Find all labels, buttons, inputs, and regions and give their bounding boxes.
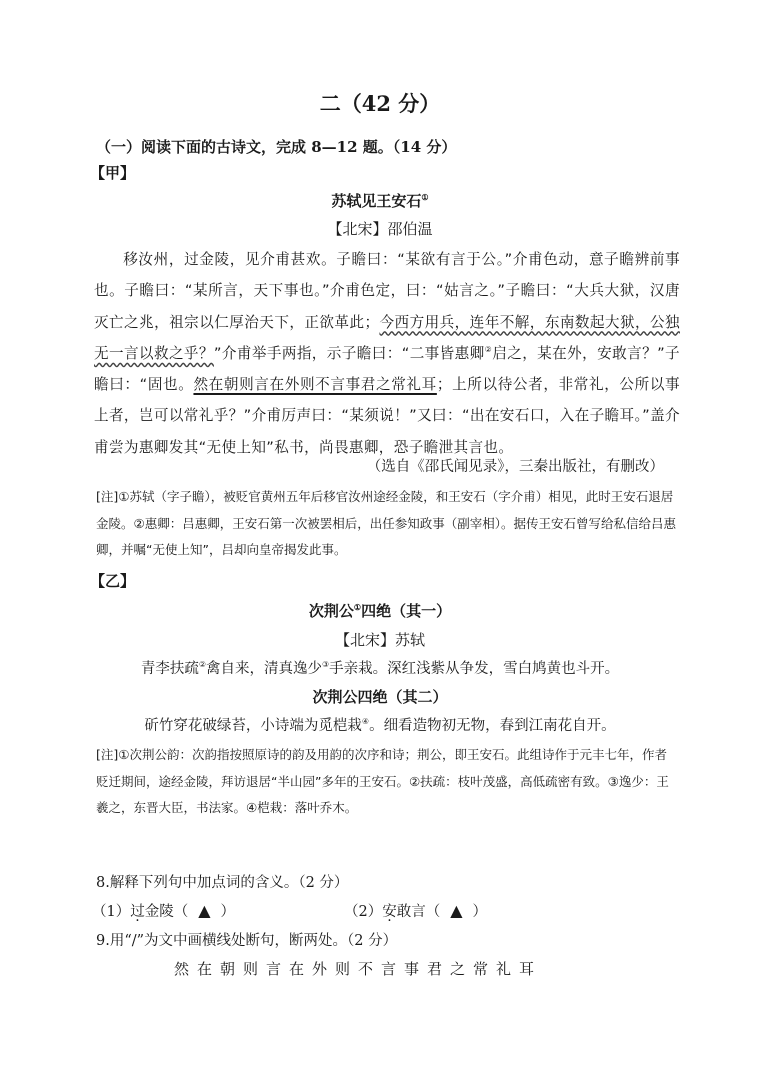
question-9-sentence: 然在朝则言在外则不言事君之常礼耳 [174,960,543,978]
part-b-author: 【北宋】苏轼 [334,631,425,649]
answer-blank-triangle: ▲ [198,901,211,920]
item-text: ） [220,904,236,920]
underlined-sentence: 然在朝则言在外则不言事君之常礼耳 [193,376,437,394]
question-8: 8.解释下列句中加点词的含义。（2 分） [96,875,349,891]
poem-title-text: 四绝（其一） [361,602,452,620]
prose-text: ；上所以待公者，非常礼，公所以事上者，岂可以常礼乎？”介甫厉声曰：“某须说！”又曰：“出在安石口，入在子瞻耳。”盖介甫尝为惠卿发其“无使上知”私书，尚畏惠卿，恐子瞻泄其言也。 [94,376,680,456]
poem-1-line [0,657,760,678]
poem-title-text: 次荆公 [308,602,354,620]
part-a-author: 【北宋】邵伯温 [327,220,433,238]
part-a-prose [94,244,680,463]
poem-text: 手亲栽。深红浅紫从争发，雪白鸠黄也斗开。 [329,661,620,677]
prose-text: 启之，某在外，安敢言？”子瞻曰：“固也。 [94,344,680,394]
question-8-item-1 [92,900,235,921]
note-mark: ③ [322,660,330,669]
poem-1-title [0,600,760,621]
item-text: 金陵（ [144,904,189,920]
part-a-label: 【甲】 [90,164,136,182]
part-a-title-text: 苏轼见王安石 [331,192,422,210]
poem-text: 斫竹穿花破绿苔，小诗端为觅桤栽 [144,718,362,734]
prose-text: 移汝州，过金陵，见介甫甚欢。子瞻曰：“某欲有言于公。”介甫色动，意子瞻辨前事也。子瞻曰：“某所言，天下事也。”介甫色定，曰：“姑言之。”子瞻曰：“大兵大狱，汉唐灭亡之兆，祖宗以仁厚治天下，正欲革此； [94,251,680,331]
dotted-word: 安 [382,904,397,920]
dotted-word: 过 [130,904,145,920]
prose-text: ”介甫举手两指，示子瞻曰：“二事皆惠卿 [213,344,485,362]
part-b-label: 【乙】 [90,572,136,590]
item-number: （1） [92,904,131,920]
question-8-item-2 [344,900,487,921]
item-text: 敢言（ [396,904,441,920]
part-b-note: [注]①次荆公韵：次韵指按照原诗的韵及用韵的次序和诗；荆公，即王安石。此组诗作于元丰七年，作者贬迁期间，途经金陵，拜访退居“半山园”多年的王安石。②扶疏：枝叶茂盛，高低疏密有致。③逸少：王羲之，东晋大臣，书法家。④桤栽：落叶乔木。 [96,747,669,815]
prose-paragraph [94,244,680,463]
wavy-underlined-text: 今西方用兵，连年不解，东南数起大狱，公独无一言以救之乎？ [94,313,680,362]
question-9: 9.用“/”为文中画横线处断句，断两处。（2 分） [96,933,398,949]
note-mark: ② [484,344,493,354]
part-a-source: （选自《邵氏闻见录》，三秦出版社，有删改） [366,459,664,475]
poem-2-title: 次荆公四绝（其二） [312,688,448,706]
question-intro: （一）阅读下面的古诗文，完成 8—12 题。（14 分） [96,138,457,156]
item-text: ） [472,904,488,920]
poem-text: 。细看造物初无物，春到江南花自开。 [369,718,616,734]
poem-text: 青李扶疏 [140,661,199,677]
poem-text: 禽自来，清真逸少 [206,661,322,677]
note-mark: ① [421,192,429,202]
note-mark: ① [353,602,362,612]
item-number: （2） [344,904,383,920]
answer-blank-triangle: ▲ [450,901,463,920]
note-mark: ④ [361,717,370,726]
poem-2-line [0,714,760,735]
part-a-title [0,190,760,211]
part-a-note: [注]①苏轼（字子瞻），被贬官黄州五年后移官汝州途经金陵，和王安石（字介甫）相见，此时王安石退居金陵。②惠卿：吕惠卿，王安石第一次被罢相后，出任参知政事（副宰相）。据传王安石曾写给私信给吕惠卿，并嘱“无使上知”，吕却向皇帝揭发此事。 [96,489,676,557]
section-title: 二（42 分） [319,91,441,116]
note-mark: ② [198,660,206,669]
